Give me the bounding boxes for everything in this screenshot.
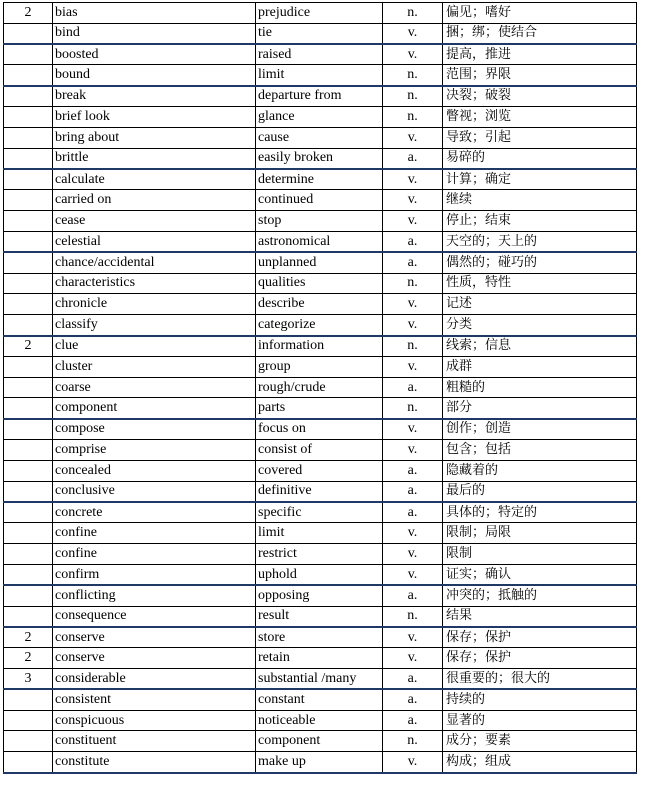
synonym-cell: focus on [256, 419, 383, 440]
occurrence-count [4, 585, 53, 606]
synonym-cell: limit [256, 523, 383, 544]
word-cell: confine [53, 544, 256, 565]
chinese-meaning-cell: 具体的；特定的 [443, 502, 637, 523]
table-row [4, 502, 637, 523]
synonym-cell: determine [256, 169, 383, 190]
synonym-cell: uphold [256, 564, 383, 585]
part-of-speech-cell: a. [383, 148, 443, 169]
synonym-cell: departure from [256, 86, 383, 107]
word-cell: chronicle [53, 294, 256, 315]
occurrence-count [4, 294, 53, 315]
table-row [4, 190, 637, 211]
occurrence-count [4, 65, 53, 86]
table-row [4, 752, 637, 773]
chinese-meaning-cell: 线索；信息 [443, 336, 637, 357]
table-row [4, 669, 637, 690]
word-cell: bias [53, 3, 256, 24]
chinese-meaning-cell: 持续的 [443, 689, 637, 710]
word-cell: clue [53, 336, 256, 357]
chinese-meaning-cell: 包含；包括 [443, 440, 637, 461]
word-cell: concealed [53, 460, 256, 481]
vocabulary-table [3, 2, 637, 774]
occurrence-count [4, 315, 53, 336]
chinese-meaning-cell: 成分；要素 [443, 731, 637, 752]
part-of-speech-cell: v. [383, 23, 443, 44]
part-of-speech-cell: a. [383, 502, 443, 523]
table-row [4, 315, 637, 336]
word-cell: conserve [53, 627, 256, 648]
occurrence-count [4, 752, 53, 773]
chinese-meaning-cell: 粗糙的 [443, 377, 637, 398]
table-row [4, 648, 637, 669]
part-of-speech-cell: v. [383, 44, 443, 65]
word-cell: constitute [53, 752, 256, 773]
synonym-cell: opposing [256, 585, 383, 606]
word-cell: boosted [53, 44, 256, 65]
synonym-cell: result [256, 606, 383, 627]
word-cell: cease [53, 211, 256, 232]
chinese-meaning-cell: 冲突的；抵触的 [443, 585, 637, 606]
word-cell: consistent [53, 689, 256, 710]
word-cell: constituent [53, 731, 256, 752]
word-cell: confine [53, 523, 256, 544]
synonym-cell: information [256, 336, 383, 357]
table-row [4, 273, 637, 294]
table-row [4, 148, 637, 169]
table-row [4, 419, 637, 440]
table-row [4, 544, 637, 565]
word-cell: break [53, 86, 256, 107]
synonym-cell: store [256, 627, 383, 648]
table-row [4, 481, 637, 502]
synonym-cell: prejudice [256, 3, 383, 24]
synonym-cell: cause [256, 127, 383, 148]
synonym-cell: continued [256, 190, 383, 211]
word-cell: concrete [53, 502, 256, 523]
chinese-meaning-cell: 限制；局限 [443, 523, 637, 544]
table-row [4, 336, 637, 357]
chinese-meaning-cell: 偶然的；碰巧的 [443, 252, 637, 273]
word-cell: confirm [53, 564, 256, 585]
chinese-meaning-cell: 继续 [443, 190, 637, 211]
synonym-cell: make up [256, 752, 383, 773]
synonym-cell: component [256, 731, 383, 752]
word-cell: coarse [53, 377, 256, 398]
occurrence-count [4, 252, 53, 273]
part-of-speech-cell: n. [383, 336, 443, 357]
occurrence-count [4, 440, 53, 461]
synonym-cell: restrict [256, 544, 383, 565]
part-of-speech-cell: n. [383, 3, 443, 24]
occurrence-count [4, 398, 53, 419]
word-cell: bind [53, 23, 256, 44]
occurrence-count [4, 689, 53, 710]
chinese-meaning-cell: 瞥视；浏览 [443, 107, 637, 128]
synonym-cell: unplanned [256, 252, 383, 273]
chinese-meaning-cell: 构成；组成 [443, 752, 637, 773]
word-cell: carried on [53, 190, 256, 211]
vocabulary-table-body [4, 3, 637, 773]
occurrence-count [4, 127, 53, 148]
word-cell: conclusive [53, 481, 256, 502]
table-row [4, 86, 637, 107]
chinese-meaning-cell: 保存；保护 [443, 648, 637, 669]
part-of-speech-cell: n. [383, 731, 443, 752]
occurrence-count [4, 564, 53, 585]
synonym-cell: definitive [256, 481, 383, 502]
chinese-meaning-cell: 易碎的 [443, 148, 637, 169]
chinese-meaning-cell: 成群 [443, 356, 637, 377]
word-cell: conflicting [53, 585, 256, 606]
part-of-speech-cell: v. [383, 440, 443, 461]
chinese-meaning-cell: 保存；保护 [443, 627, 637, 648]
synonym-cell: consist of [256, 440, 383, 461]
chinese-meaning-cell: 最后的 [443, 481, 637, 502]
part-of-speech-cell: v. [383, 752, 443, 773]
chinese-meaning-cell: 停止；结束 [443, 211, 637, 232]
occurrence-count [4, 107, 53, 128]
word-cell: brittle [53, 148, 256, 169]
table-row [4, 606, 637, 627]
occurrence-count [4, 481, 53, 502]
synonym-cell: parts [256, 398, 383, 419]
table-row [4, 252, 637, 273]
table-row [4, 523, 637, 544]
table-row [4, 294, 637, 315]
part-of-speech-cell: v. [383, 211, 443, 232]
occurrence-count [4, 356, 53, 377]
part-of-speech-cell: a. [383, 377, 443, 398]
word-cell: component [53, 398, 256, 419]
occurrence-count: 2 [4, 627, 53, 648]
part-of-speech-cell: v. [383, 294, 443, 315]
chinese-meaning-cell: 限制 [443, 544, 637, 565]
part-of-speech-cell: v. [383, 169, 443, 190]
part-of-speech-cell: v. [383, 419, 443, 440]
table-row [4, 564, 637, 585]
occurrence-count [4, 190, 53, 211]
table-row [4, 440, 637, 461]
occurrence-count [4, 44, 53, 65]
occurrence-count: 2 [4, 648, 53, 669]
chinese-meaning-cell: 导致；引起 [443, 127, 637, 148]
occurrence-count [4, 731, 53, 752]
part-of-speech-cell: n. [383, 65, 443, 86]
synonym-cell: categorize [256, 315, 383, 336]
word-cell: chance/accidental [53, 252, 256, 273]
occurrence-count [4, 502, 53, 523]
occurrence-count [4, 148, 53, 169]
part-of-speech-cell: v. [383, 190, 443, 211]
word-cell: bound [53, 65, 256, 86]
chinese-meaning-cell: 范围；界限 [443, 65, 637, 86]
occurrence-count [4, 23, 53, 44]
chinese-meaning-cell: 偏见；嗜好 [443, 3, 637, 24]
table-row [4, 710, 637, 731]
occurrence-count [4, 169, 53, 190]
table-row [4, 231, 637, 252]
chinese-meaning-cell: 证实；确认 [443, 564, 637, 585]
word-cell: comprise [53, 440, 256, 461]
table-row [4, 127, 637, 148]
word-cell: conspicuous [53, 710, 256, 731]
word-cell: considerable [53, 669, 256, 690]
synonym-cell: raised [256, 44, 383, 65]
word-cell: consequence [53, 606, 256, 627]
occurrence-count [4, 606, 53, 627]
table-row [4, 689, 637, 710]
part-of-speech-cell: v. [383, 523, 443, 544]
chinese-meaning-cell: 计算；确定 [443, 169, 637, 190]
synonym-cell: retain [256, 648, 383, 669]
occurrence-count: 3 [4, 669, 53, 690]
synonym-cell: glance [256, 107, 383, 128]
table-row [4, 585, 637, 606]
occurrence-count [4, 86, 53, 107]
synonym-cell: tie [256, 23, 383, 44]
table-row [4, 44, 637, 65]
chinese-meaning-cell: 提高，推进 [443, 44, 637, 65]
synonym-cell: group [256, 356, 383, 377]
table-row [4, 356, 637, 377]
table-row [4, 23, 637, 44]
table-row [4, 731, 637, 752]
word-cell: bring about [53, 127, 256, 148]
occurrence-count: 2 [4, 336, 53, 357]
chinese-meaning-cell: 很重要的；很大的 [443, 669, 637, 690]
part-of-speech-cell: n. [383, 273, 443, 294]
part-of-speech-cell: a. [383, 710, 443, 731]
occurrence-count: 2 [4, 3, 53, 24]
part-of-speech-cell: v. [383, 544, 443, 565]
part-of-speech-cell: a. [383, 481, 443, 502]
occurrence-count [4, 523, 53, 544]
part-of-speech-cell: n. [383, 86, 443, 107]
part-of-speech-cell: a. [383, 231, 443, 252]
chinese-meaning-cell: 创作；创造 [443, 419, 637, 440]
chinese-meaning-cell: 记述 [443, 294, 637, 315]
occurrence-count [4, 211, 53, 232]
word-cell: characteristics [53, 273, 256, 294]
word-cell: cluster [53, 356, 256, 377]
part-of-speech-cell: a. [383, 585, 443, 606]
chinese-meaning-cell: 隐藏着的 [443, 460, 637, 481]
table-row [4, 3, 637, 24]
occurrence-count [4, 460, 53, 481]
part-of-speech-cell: v. [383, 127, 443, 148]
part-of-speech-cell: v. [383, 564, 443, 585]
part-of-speech-cell: a. [383, 252, 443, 273]
word-cell: calculate [53, 169, 256, 190]
occurrence-count [4, 419, 53, 440]
chinese-meaning-cell: 部分 [443, 398, 637, 419]
table-row [4, 460, 637, 481]
chinese-meaning-cell: 性质，特性 [443, 273, 637, 294]
synonym-cell: constant [256, 689, 383, 710]
synonym-cell: describe [256, 294, 383, 315]
table-row [4, 169, 637, 190]
part-of-speech-cell: n. [383, 107, 443, 128]
synonym-cell: qualities [256, 273, 383, 294]
occurrence-count [4, 231, 53, 252]
chinese-meaning-cell: 分类 [443, 315, 637, 336]
synonym-cell: rough/crude [256, 377, 383, 398]
table-row [4, 107, 637, 128]
word-cell: celestial [53, 231, 256, 252]
word-cell: brief look [53, 107, 256, 128]
synonym-cell: easily broken [256, 148, 383, 169]
synonym-cell: substantial /many [256, 669, 383, 690]
word-cell: classify [53, 315, 256, 336]
chinese-meaning-cell: 决裂；破裂 [443, 86, 637, 107]
part-of-speech-cell: a. [383, 669, 443, 690]
part-of-speech-cell: n. [383, 398, 443, 419]
occurrence-count [4, 710, 53, 731]
part-of-speech-cell: v. [383, 648, 443, 669]
occurrence-count [4, 544, 53, 565]
table-row [4, 627, 637, 648]
part-of-speech-cell: a. [383, 689, 443, 710]
word-cell: conserve [53, 648, 256, 669]
part-of-speech-cell: a. [383, 460, 443, 481]
table-row [4, 211, 637, 232]
synonym-cell: limit [256, 65, 383, 86]
synonym-cell: stop [256, 211, 383, 232]
synonym-cell: specific [256, 502, 383, 523]
chinese-meaning-cell: 结果 [443, 606, 637, 627]
word-cell: compose [53, 419, 256, 440]
table-row [4, 398, 637, 419]
chinese-meaning-cell: 捆；绑；使结合 [443, 23, 637, 44]
part-of-speech-cell: n. [383, 606, 443, 627]
chinese-meaning-cell: 天空的；天上的 [443, 231, 637, 252]
table-row [4, 65, 637, 86]
table-row [4, 377, 637, 398]
synonym-cell: noticeable [256, 710, 383, 731]
part-of-speech-cell: v. [383, 356, 443, 377]
part-of-speech-cell: v. [383, 627, 443, 648]
occurrence-count [4, 377, 53, 398]
chinese-meaning-cell: 显著的 [443, 710, 637, 731]
occurrence-count [4, 273, 53, 294]
synonym-cell: covered [256, 460, 383, 481]
part-of-speech-cell: v. [383, 315, 443, 336]
synonym-cell: astronomical [256, 231, 383, 252]
